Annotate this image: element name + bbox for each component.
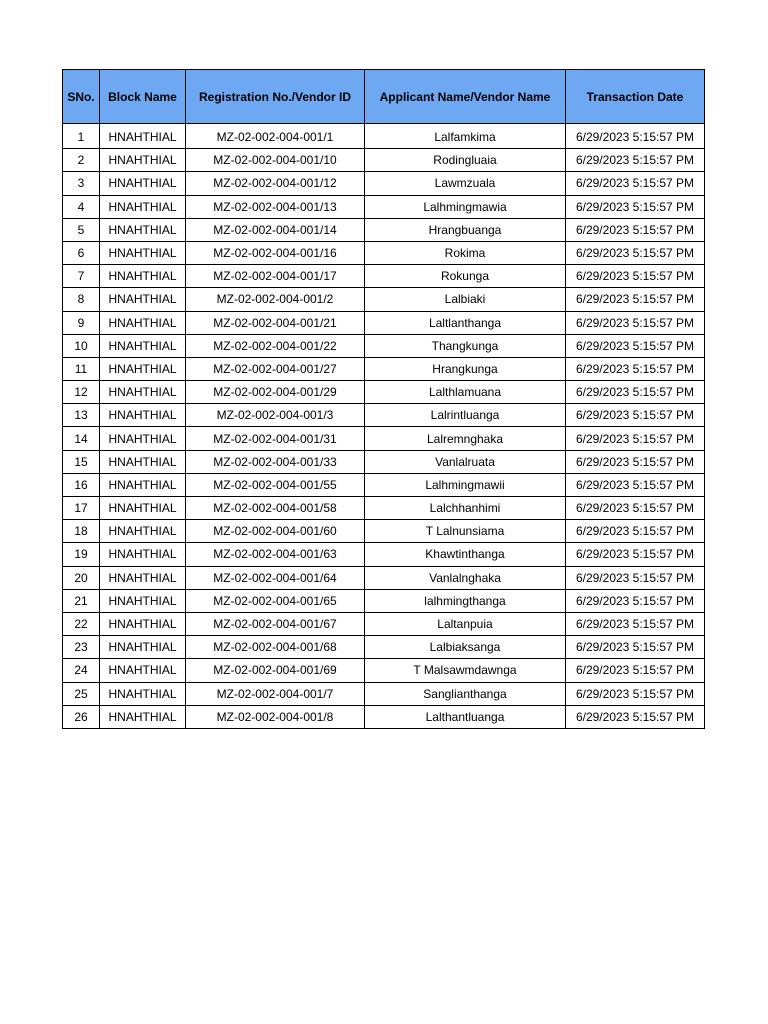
transaction-date-cell: 6/29/2023 5:15:57 PM <box>566 172 705 195</box>
transaction-date-cell: 6/29/2023 5:15:57 PM <box>566 334 705 357</box>
block-name-cell: HNAHTHIAL <box>100 357 186 380</box>
registration-no-cell: MZ-02-002-004-001/67 <box>186 612 365 635</box>
block-name-cell: HNAHTHIAL <box>100 241 186 264</box>
block-name-cell: HNAHTHIAL <box>100 450 186 473</box>
sno-cell: 4 <box>63 195 100 218</box>
transaction-date-cell: 6/29/2023 5:15:57 PM <box>566 241 705 264</box>
table-row <box>63 265 705 288</box>
registration-no-cell: MZ-02-002-004-001/29 <box>186 381 365 404</box>
applicant-name-cell: Laltanpuia <box>365 612 566 635</box>
registration-no-cell: MZ-02-002-004-001/58 <box>186 497 365 520</box>
registration-no-cell: MZ-02-002-004-001/22 <box>186 334 365 357</box>
registration-no-cell: MZ-02-002-004-001/64 <box>186 566 365 589</box>
block-name-cell: HNAHTHIAL <box>100 288 186 311</box>
sno-cell: 13 <box>63 404 100 427</box>
transaction-date-cell: 6/29/2023 5:15:57 PM <box>566 705 705 728</box>
block-name-cell: HNAHTHIAL <box>100 566 186 589</box>
table-row <box>63 427 705 450</box>
block-name-cell: HNAHTHIAL <box>100 172 186 195</box>
block-name-cell: HNAHTHIAL <box>100 195 186 218</box>
table-row <box>63 636 705 659</box>
column-header-applicant-name: Applicant Name/Vendor Name <box>365 70 566 124</box>
sno-cell: 10 <box>63 334 100 357</box>
table-row <box>63 450 705 473</box>
registration-no-cell: MZ-02-002-004-001/33 <box>186 450 365 473</box>
block-name-cell: HNAHTHIAL <box>100 589 186 612</box>
transaction-date-cell: 6/29/2023 5:15:57 PM <box>566 288 705 311</box>
sno-cell: 11 <box>63 357 100 380</box>
applicant-name-cell: Lalbiaksanga <box>365 636 566 659</box>
table-row <box>63 473 705 496</box>
registration-no-cell: MZ-02-002-004-001/27 <box>186 357 365 380</box>
applicant-name-cell: Lalthantluanga <box>365 705 566 728</box>
sno-cell: 7 <box>63 265 100 288</box>
transaction-date-cell: 6/29/2023 5:15:57 PM <box>566 357 705 380</box>
applicant-name-cell: Lawmzuala <box>365 172 566 195</box>
registration-no-cell: MZ-02-002-004-001/7 <box>186 682 365 705</box>
transaction-date-cell: 6/29/2023 5:15:57 PM <box>566 566 705 589</box>
transaction-date-cell: 6/29/2023 5:15:57 PM <box>566 612 705 635</box>
applicant-name-cell: Sanglianthanga <box>365 682 566 705</box>
registration-no-cell: MZ-02-002-004-001/2 <box>186 288 365 311</box>
transaction-date-cell: 6/29/2023 5:15:57 PM <box>566 404 705 427</box>
registration-no-cell: MZ-02-002-004-001/69 <box>186 659 365 682</box>
registration-no-cell: MZ-02-002-004-001/13 <box>186 195 365 218</box>
table-body <box>63 124 705 729</box>
block-name-cell: HNAHTHIAL <box>100 149 186 172</box>
registration-no-cell: MZ-02-002-004-001/55 <box>186 473 365 496</box>
sno-cell: 23 <box>63 636 100 659</box>
sno-cell: 16 <box>63 473 100 496</box>
block-name-cell: HNAHTHIAL <box>100 124 186 149</box>
applicant-name-cell: Lalhmingmawii <box>365 473 566 496</box>
transaction-date-cell: 6/29/2023 5:15:57 PM <box>566 149 705 172</box>
table-row <box>63 566 705 589</box>
vendor-table <box>62 69 705 729</box>
transaction-date-cell: 6/29/2023 5:15:57 PM <box>566 381 705 404</box>
column-header-registration-no: Registration No./Vendor ID <box>186 70 365 124</box>
table-row <box>63 311 705 334</box>
transaction-date-cell: 6/29/2023 5:15:57 PM <box>566 543 705 566</box>
registration-no-cell: MZ-02-002-004-001/16 <box>186 241 365 264</box>
table-row <box>63 124 705 149</box>
registration-no-cell: MZ-02-002-004-001/63 <box>186 543 365 566</box>
applicant-name-cell: Khawtinthanga <box>365 543 566 566</box>
table-row <box>63 288 705 311</box>
table-row <box>63 543 705 566</box>
transaction-date-cell: 6/29/2023 5:15:57 PM <box>566 682 705 705</box>
transaction-date-cell: 6/29/2023 5:15:57 PM <box>566 195 705 218</box>
block-name-cell: HNAHTHIAL <box>100 520 186 543</box>
sno-cell: 21 <box>63 589 100 612</box>
block-name-cell: HNAHTHIAL <box>100 265 186 288</box>
applicant-name-cell: Hrangkunga <box>365 357 566 380</box>
table-row <box>63 659 705 682</box>
sno-cell: 1 <box>63 124 100 149</box>
registration-no-cell: MZ-02-002-004-001/3 <box>186 404 365 427</box>
table-row <box>63 357 705 380</box>
block-name-cell: HNAHTHIAL <box>100 636 186 659</box>
applicant-name-cell: Hrangbuanga <box>365 218 566 241</box>
sno-cell: 15 <box>63 450 100 473</box>
applicant-name-cell: lalhmingthanga <box>365 589 566 612</box>
sno-cell: 14 <box>63 427 100 450</box>
block-name-cell: HNAHTHIAL <box>100 705 186 728</box>
registration-no-cell: MZ-02-002-004-001/17 <box>186 265 365 288</box>
sno-cell: 3 <box>63 172 100 195</box>
sno-cell: 12 <box>63 381 100 404</box>
block-name-cell: HNAHTHIAL <box>100 427 186 450</box>
applicant-name-cell: Vanlalnghaka <box>365 566 566 589</box>
applicant-name-cell: Lalbiaki <box>365 288 566 311</box>
table-row <box>63 172 705 195</box>
table-header <box>63 70 705 124</box>
applicant-name-cell: Rokunga <box>365 265 566 288</box>
sno-cell: 5 <box>63 218 100 241</box>
block-name-cell: HNAHTHIAL <box>100 682 186 705</box>
transaction-date-cell: 6/29/2023 5:15:57 PM <box>566 520 705 543</box>
transaction-date-cell: 6/29/2023 5:15:57 PM <box>566 265 705 288</box>
applicant-name-cell: Lalfamkima <box>365 124 566 149</box>
table-row <box>63 705 705 728</box>
sno-cell: 18 <box>63 520 100 543</box>
table-row <box>63 218 705 241</box>
applicant-name-cell: Lalhmingmawia <box>365 195 566 218</box>
header-row <box>63 70 705 124</box>
transaction-date-cell: 6/29/2023 5:15:57 PM <box>566 311 705 334</box>
applicant-name-cell: Lalthlamuana <box>365 381 566 404</box>
registration-no-cell: MZ-02-002-004-001/1 <box>186 124 365 149</box>
table-row <box>63 682 705 705</box>
table-row <box>63 520 705 543</box>
sno-cell: 25 <box>63 682 100 705</box>
registration-no-cell: MZ-02-002-004-001/31 <box>186 427 365 450</box>
sno-cell: 6 <box>63 241 100 264</box>
registration-no-cell: MZ-02-002-004-001/12 <box>186 172 365 195</box>
applicant-name-cell: T Malsawmdawnga <box>365 659 566 682</box>
sno-cell: 24 <box>63 659 100 682</box>
applicant-name-cell: Rodingluaia <box>365 149 566 172</box>
column-header-sno: SNo. <box>63 70 100 124</box>
block-name-cell: HNAHTHIAL <box>100 497 186 520</box>
block-name-cell: HNAHTHIAL <box>100 473 186 496</box>
table-row <box>63 334 705 357</box>
sno-cell: 22 <box>63 612 100 635</box>
transaction-date-cell: 6/29/2023 5:15:57 PM <box>566 473 705 496</box>
table-row <box>63 404 705 427</box>
sno-cell: 20 <box>63 566 100 589</box>
block-name-cell: HNAHTHIAL <box>100 218 186 241</box>
sno-cell: 19 <box>63 543 100 566</box>
block-name-cell: HNAHTHIAL <box>100 334 186 357</box>
table-row <box>63 195 705 218</box>
table-row <box>63 589 705 612</box>
registration-no-cell: MZ-02-002-004-001/21 <box>186 311 365 334</box>
applicant-name-cell: Lalrintluanga <box>365 404 566 427</box>
applicant-name-cell: Laltlanthanga <box>365 311 566 334</box>
column-header-transaction-date: Transaction Date <box>566 70 705 124</box>
block-name-cell: HNAHTHIAL <box>100 404 186 427</box>
sno-cell: 8 <box>63 288 100 311</box>
column-header-block-name: Block Name <box>100 70 186 124</box>
table-row <box>63 381 705 404</box>
applicant-name-cell: Vanlalruata <box>365 450 566 473</box>
registration-no-cell: MZ-02-002-004-001/10 <box>186 149 365 172</box>
block-name-cell: HNAHTHIAL <box>100 311 186 334</box>
sno-cell: 2 <box>63 149 100 172</box>
transaction-date-cell: 6/29/2023 5:15:57 PM <box>566 124 705 149</box>
sno-cell: 26 <box>63 705 100 728</box>
transaction-date-cell: 6/29/2023 5:15:57 PM <box>566 218 705 241</box>
applicant-name-cell: Rokima <box>365 241 566 264</box>
block-name-cell: HNAHTHIAL <box>100 381 186 404</box>
transaction-date-cell: 6/29/2023 5:15:57 PM <box>566 589 705 612</box>
registration-no-cell: MZ-02-002-004-001/14 <box>186 218 365 241</box>
registration-no-cell: MZ-02-002-004-001/65 <box>186 589 365 612</box>
block-name-cell: HNAHTHIAL <box>100 659 186 682</box>
applicant-name-cell: Lalchhanhimi <box>365 497 566 520</box>
table-row <box>63 149 705 172</box>
sno-cell: 9 <box>63 311 100 334</box>
applicant-name-cell: Lalremnghaka <box>365 427 566 450</box>
table-row <box>63 497 705 520</box>
table-row <box>63 241 705 264</box>
registration-no-cell: MZ-02-002-004-001/68 <box>186 636 365 659</box>
transaction-date-cell: 6/29/2023 5:15:57 PM <box>566 450 705 473</box>
transaction-date-cell: 6/29/2023 5:15:57 PM <box>566 427 705 450</box>
registration-no-cell: MZ-02-002-004-001/60 <box>186 520 365 543</box>
transaction-date-cell: 6/29/2023 5:15:57 PM <box>566 497 705 520</box>
block-name-cell: HNAHTHIAL <box>100 543 186 566</box>
registration-no-cell: MZ-02-002-004-001/8 <box>186 705 365 728</box>
transaction-date-cell: 6/29/2023 5:15:57 PM <box>566 659 705 682</box>
block-name-cell: HNAHTHIAL <box>100 612 186 635</box>
applicant-name-cell: T Lalnunsiama <box>365 520 566 543</box>
transaction-date-cell: 6/29/2023 5:15:57 PM <box>566 636 705 659</box>
sno-cell: 17 <box>63 497 100 520</box>
applicant-name-cell: Thangkunga <box>365 334 566 357</box>
table-row <box>63 612 705 635</box>
